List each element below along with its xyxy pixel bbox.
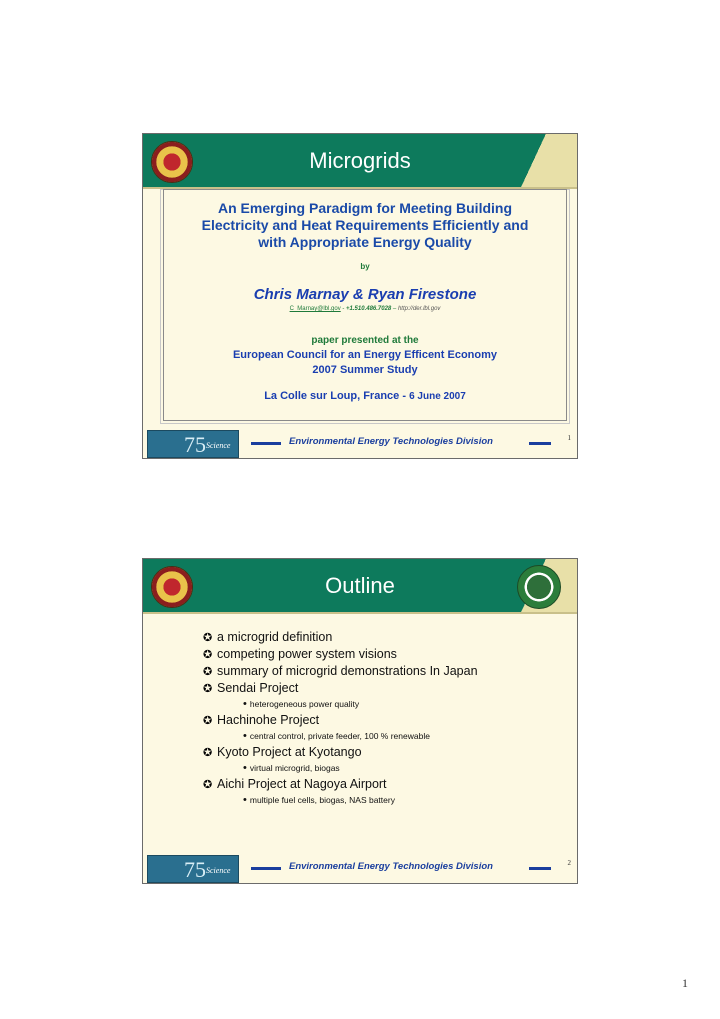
division-label: Environmental Energy Technologies Division bbox=[289, 436, 493, 447]
list-item: ✪ Kyoto Project at Kyotango bbox=[203, 744, 573, 761]
list-item: ✪ summary of microgrid demonstrations In Japan bbox=[203, 663, 573, 680]
list-item: ✪ competing power system visions bbox=[203, 646, 573, 663]
council-name: European Council for an Energy Efficent Economy bbox=[232, 349, 498, 361]
slide-title: Outline bbox=[325, 573, 395, 598]
slide-1 bbox=[142, 133, 578, 459]
doe-seal-icon bbox=[517, 565, 561, 609]
list-item: ✪ a microgrid definition bbox=[203, 629, 573, 646]
list-subitem: • multiple fuel cells, biogas, NAS battery bbox=[203, 793, 573, 808]
authors: Chris Marnay & Ryan Firestone bbox=[253, 286, 477, 303]
outline-list bbox=[203, 629, 573, 808]
list-subitem: • heterogeneous power quality bbox=[203, 697, 573, 712]
slide-footer bbox=[143, 428, 577, 458]
location-date: La Colle sur Loup, France - 6 June 2007 bbox=[264, 390, 466, 402]
subtitle: An Emerging Paradigm for Meeting Building Electricity and Heat Requirements Efficiently and with Appropriate Energy Quality bbox=[201, 200, 529, 250]
list-item: ✪ Hachinohe Project bbox=[203, 712, 573, 729]
title-frame bbox=[163, 189, 567, 421]
handout-page-number: 1 bbox=[682, 976, 688, 990]
slide-header bbox=[143, 134, 577, 189]
slide-title: Microgrids bbox=[309, 148, 411, 173]
slide-number: 2 bbox=[567, 859, 571, 867]
study-name: 2007 Summer Study bbox=[312, 364, 418, 376]
slide-number: 1 bbox=[567, 434, 571, 442]
slide-header bbox=[143, 559, 577, 614]
list-item: ✪ Sendai Project bbox=[203, 680, 573, 697]
email-link[interactable]: C_Marnay@lbl.gov bbox=[289, 306, 341, 312]
slide-footer bbox=[143, 853, 577, 883]
contact-line: C_Marnay@lbl.gov - +1.510.486.7028 – http://der.lbl.gov bbox=[289, 306, 441, 312]
slide-2 bbox=[142, 558, 578, 884]
list-subitem: • central control, private feeder, 100 % renewable bbox=[203, 729, 573, 744]
list-item: ✪ Aichi Project at Nagoya Airport bbox=[203, 776, 573, 793]
lab-75-logo-icon: 75 Science bbox=[147, 430, 239, 458]
list-subitem: • virtual microgrid, biogas bbox=[203, 761, 573, 776]
division-label: Environmental Energy Technologies Division bbox=[289, 861, 493, 872]
url-link[interactable]: http://der.lbl.gov bbox=[397, 306, 441, 312]
by-label: by bbox=[360, 262, 370, 271]
lab-75-logo-icon: 75 Science bbox=[147, 855, 239, 883]
presented-label: paper presented at the bbox=[311, 335, 419, 346]
phone: +1.510.486.7028 bbox=[346, 306, 392, 312]
